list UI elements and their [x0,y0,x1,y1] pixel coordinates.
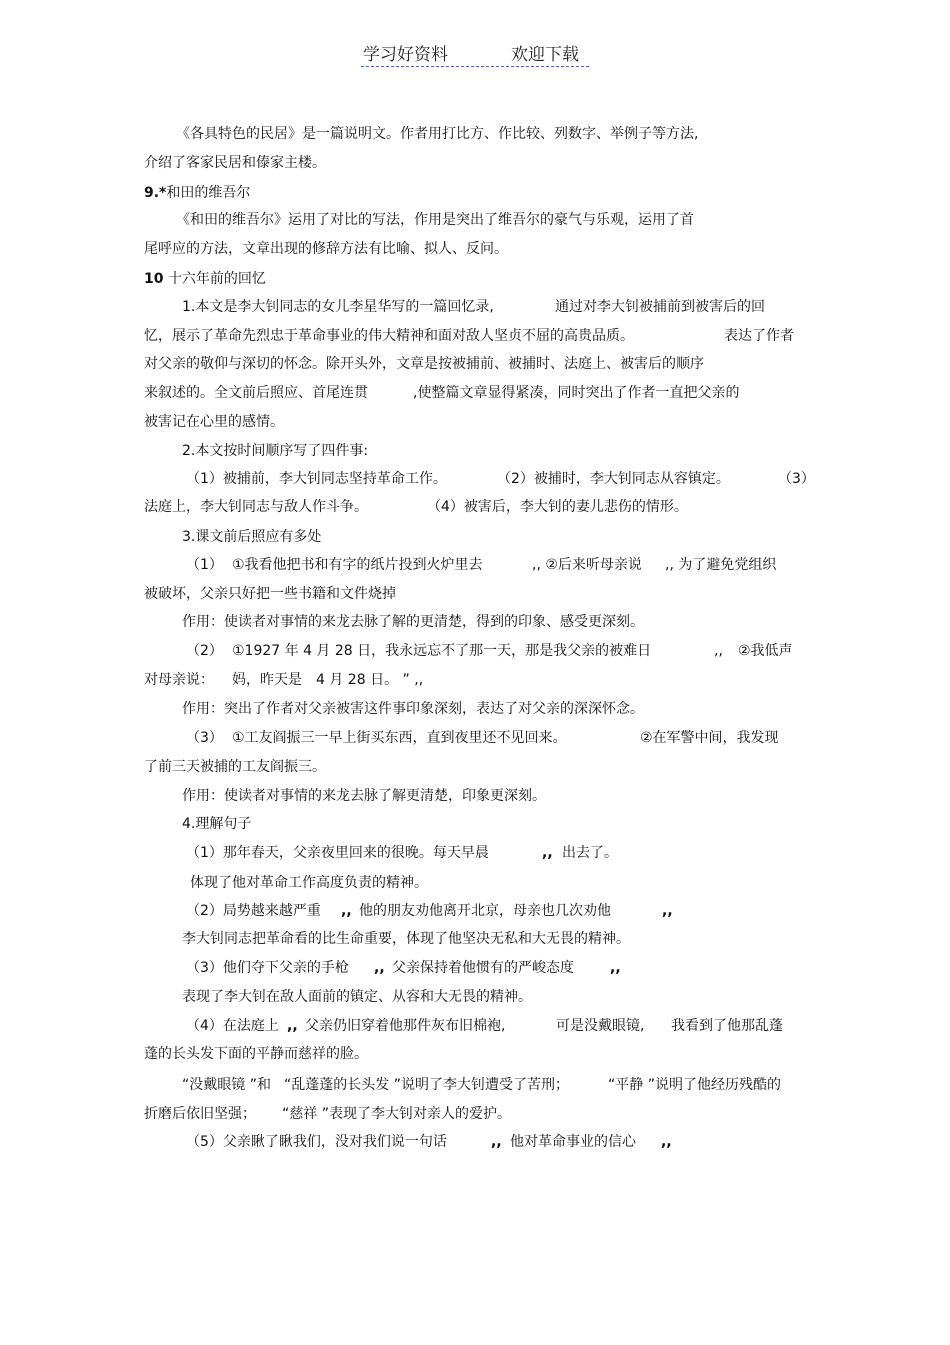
text-line: ,, [287,1018,298,1034]
text-line: “平静 ”说明了他经历残酷的 [608,1077,781,1093]
text-line: 作用：使读者对事情的来龙去脉了解的更清楚，得到的印象、感受更深刻。 [182,614,644,630]
text-line: 1.本文是李大钊同志的女儿李星华写的一篇回忆录, [182,299,494,315]
text-line: 3.课文前后照应有多处 [182,529,322,545]
text-line: “慈祥 ”表现了李大钊对亲人的爱护。 [282,1106,511,1122]
text-line: 4.理解句子 [182,816,252,832]
text-line: 对父亲的敬仰与深切的怀念。除开头外，文章是按被捕前、被捕时、法庭上、被害后的顺序 [144,356,704,372]
text-line: “没戴眼镜 ”和 [182,1077,271,1093]
text-line: ,, 为了避免党组织 [665,557,777,573]
header-left-text: 学习好资料 [363,45,448,65]
text-line: 来叙述的。全文前后照应、首尾连贯 [144,385,368,401]
text-line: ①工友阎振三一早上街买东西，直到夜里还不见回来。 [232,730,567,746]
text-line: ,, [341,903,352,919]
text-line: 2.本文按时间顺序写了四件事: [182,443,369,459]
text-line: ①我看他把书和有字的纸片投到火炉里去 [232,557,483,573]
text-line: 妈，昨天是 4 月 28 日。 ” ,, [232,672,424,688]
text-line: ,, [714,643,723,659]
text-line: （4）被害后，李大钊的妻儿悲伤的情形。 [427,499,688,515]
text-line: 《和田的维吾尔》运用了对比的写法，作用是突出了维吾尔的豪气与乐观，运用了首 [176,212,694,228]
text-line: （1）被捕前，李大钊同志坚持革命工作。 [186,471,447,487]
text-line: 被害记在心里的感情。 [144,414,284,430]
text-line: （1） [186,557,223,573]
text-line: 尾呼应的方法，文章出现的修辞方法有比喻、拟人、反问。 [144,241,508,257]
section-heading-10: 10 十六年前的回忆 [144,271,266,287]
text-line: （5）父亲瞅了瞅我们，没对我们说一句话 [186,1134,447,1150]
text-line: ①1927 年 4 月 28 日，我永远忘不了那一天，那是我父亲的被难日 [232,643,652,659]
text-line: 体现了他对革命工作高度负责的精神。 [190,875,428,891]
text-line: 表现了李大钊在敌人面前的镇定、从容和大无畏的精神。 [182,989,532,1005]
page-header [361,40,589,67]
text-line: 可是没戴眼镜, [556,1018,645,1034]
text-line: （2） [186,643,223,659]
text-line: 我看到了他那乱蓬 [671,1018,783,1034]
text-line: ,, ②后来听母亲说 [532,557,642,573]
text-line: 法庭上，李大钊同志与敌人作斗争。 [144,499,368,515]
text-line: ,使整篇文章显得紧凑，同时突出了作者一直把父亲的 [413,385,740,401]
text-line: ,, [542,845,553,861]
text-line: ,, [374,960,385,976]
text-line: 出去了。 [562,845,618,861]
text-line: （3）他们夺下父亲的手枪 [186,960,349,976]
text-line: 了前三天被捕的工友阎振三。 [144,759,326,775]
header-right-text: 欢迎下载 [511,45,579,65]
text-line: 他对革命事业的信心 [510,1134,636,1150]
text-line: 父亲仍旧穿着他那件灰布旧棉袍, [305,1018,506,1034]
text-line: 作用：使读者对事情的来龙去脉了解更清楚，印象更深刻。 [182,788,546,804]
text-line: 通过对李大钊被捕前到被害后的回 [555,299,765,315]
text-line: ②在军警中间，我发现 [640,730,779,746]
text-line: 介绍了客家民居和傣家主楼。 [144,155,326,171]
text-line: （2）局势越来越严重 [186,903,321,919]
text-line: 忆，展示了革命先烈忠于革命事业的伟大精神和面对敌人坚贞不屈的高贵品质。 [144,328,634,344]
text-line: 《各具特色的民居》是一篇说明文。作者用打比方、作比较、列数字、举例子等方法, [176,126,699,142]
text-line: （4）在法庭上 [186,1018,279,1034]
text-line: ,, [610,960,621,976]
text-line: ,, [491,1134,502,1150]
text-line: 折磨后依旧坚强； [144,1106,256,1122]
text-line: （3） [778,471,815,487]
text-line: 对母亲说： [144,672,214,688]
text-line: ②我低声 [738,643,793,659]
text-line: 他的朋友劝他离开北京，母亲也几次劝他 [359,903,611,919]
text-line: （3） [186,730,223,746]
text-line: ,, [661,1134,672,1150]
text-line: （2）被捕时，李大钊同志从容镇定。 [497,471,730,487]
text-line: 父亲保持着他惯有的严峻态度 [392,960,574,976]
text-line: 李大钊同志把革命看的比生命重要，体现了他坚决无私和大无畏的精神。 [182,931,630,947]
text-line: 作用：突出了作者对父亲被害这件事印象深刻，表达了对父亲的深深怀念。 [182,701,644,717]
text-line: ,, [662,903,673,919]
text-line: 蓬的长头发下面的平静而慈祥的脸。 [144,1046,368,1062]
text-line: 表达了作者 [724,328,794,344]
section-heading-9: 9.*和田的维吾尔 [144,185,251,201]
text-line: （1）那年春天，父亲夜里回来的很晚。每天早晨 [186,845,489,861]
text-line: “乱蓬蓬的长头发 ”说明了李大钊遭受了苦刑； [284,1077,569,1093]
text-line: 被破坏，父亲只好把一些书籍和文件烧掉 [144,586,396,602]
